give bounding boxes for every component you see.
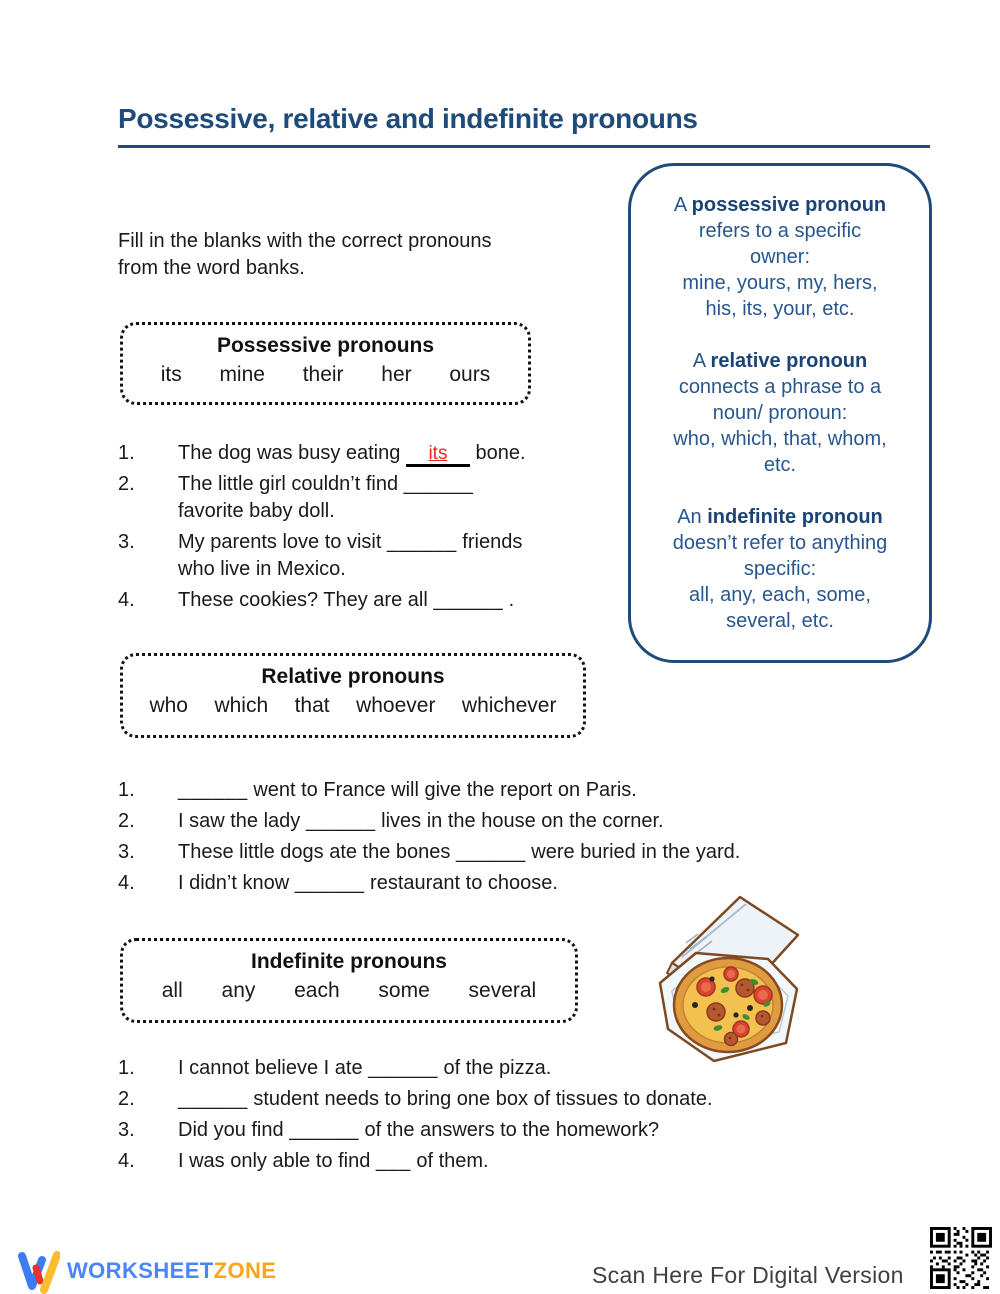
word-bank-possessive (120, 322, 531, 405)
brand-logo (18, 1248, 276, 1294)
sentence-text: were buried in the yard. (531, 841, 741, 863)
sentence-text: favorite baby doll. (178, 500, 335, 522)
item-number: 1. (118, 779, 135, 801)
sentence-text: I cannot believe I ate (178, 1057, 363, 1079)
exercise-item (118, 471, 758, 525)
term: possessive pronoun (691, 194, 887, 216)
sentence (178, 1148, 918, 1175)
bank-word: ours (449, 363, 491, 386)
word-bank-title: Relative pronouns (261, 665, 445, 688)
item-number: 2. (118, 810, 135, 832)
sentence-text: I was only able to find (178, 1150, 371, 1172)
sentence (178, 529, 758, 583)
item-number: 4. (118, 1150, 135, 1172)
article: An (677, 506, 702, 528)
scan-here-label: Scan Here For Digital Version (592, 1262, 904, 1288)
exercise-list-indefinite (118, 1055, 918, 1179)
sentence (178, 808, 938, 835)
worksheetzone-logo-icon (18, 1248, 60, 1294)
word-bank-title: Indefinite pronouns (251, 950, 447, 973)
definition-heading (643, 348, 917, 374)
sentence (178, 777, 938, 804)
bank-word: some (378, 979, 430, 1002)
brand-name-worksheet: WORKSHEET (67, 1258, 214, 1283)
exercise-item (118, 587, 758, 614)
fill-in-blank[interactable]: ______ (305, 810, 376, 832)
sentence-text: of them. (416, 1150, 489, 1172)
definition-possessive (643, 192, 917, 322)
item-number: 1. (118, 1057, 135, 1079)
instruction-line-1: Fill in the blanks with the correct pronouns (118, 230, 492, 252)
definition-line: noun/ pronoun: (712, 402, 848, 424)
sentence (178, 1055, 918, 1082)
exercise-item (118, 839, 938, 866)
sentence (178, 587, 758, 614)
exercise-item (118, 1055, 918, 1082)
sentence-text: lives in the house on the corner. (381, 810, 664, 832)
page-title: Possessive, relative and indefinite pronouns (118, 103, 698, 134)
title-underline (118, 145, 930, 148)
definition-line: mine, yours, my, hers, (682, 272, 878, 294)
exercise-item (118, 870, 938, 897)
sentence-text: student needs to bring one box of tissues to donate. (253, 1088, 713, 1110)
answer-blank[interactable] (406, 442, 470, 467)
sentence (178, 471, 758, 525)
item-number: 2. (118, 1088, 135, 1110)
sentence-text: These little dogs ate the bones (178, 841, 451, 863)
definition-line: who, which, that, whom, (673, 428, 887, 450)
exercise-item (118, 1086, 918, 1113)
item-number: 4. (118, 872, 135, 894)
item-number: 3. (118, 841, 135, 863)
bank-word: whichever (461, 694, 557, 717)
sentence-text: friends (462, 531, 523, 553)
sentence (178, 870, 938, 897)
word-bank-words (123, 363, 528, 387)
term: indefinite pronoun (707, 506, 883, 528)
sentence (178, 1086, 918, 1113)
definition-line: several, etc. (726, 610, 834, 632)
sentence-text: I didn’t know (178, 872, 290, 894)
sentence-text: My parents love to visit (178, 531, 382, 553)
brand-name (67, 1258, 276, 1284)
item-number: 1. (118, 442, 135, 464)
definition-line: refers to a specific (698, 220, 862, 242)
article: A (673, 194, 687, 216)
bank-word: several (468, 979, 537, 1002)
word-bank-words (123, 694, 583, 718)
bank-word: whoever (356, 694, 436, 717)
sentence-text: . (508, 589, 515, 611)
answer-text: its (428, 443, 448, 464)
word-bank-indefinite (120, 938, 578, 1023)
fill-in-blank[interactable]: ______ (368, 1057, 438, 1079)
exercise-item (118, 777, 938, 804)
sentence (178, 440, 758, 467)
fill-in-blank[interactable]: ______ (289, 1119, 359, 1141)
instruction-text (118, 228, 578, 282)
exercise-list-possessive (118, 440, 758, 618)
sentence (178, 839, 938, 866)
bank-word: that (294, 694, 330, 717)
sentence-text: who live in Mexico. (178, 558, 346, 580)
definition-heading (643, 192, 917, 218)
exercise-item (118, 1117, 918, 1144)
word-bank-relative (120, 653, 586, 738)
definition-line: owner: (749, 246, 811, 268)
bank-word: its (160, 363, 182, 386)
fill-in-blank[interactable]: ______ (178, 779, 248, 801)
sentence (178, 1117, 918, 1144)
bank-word: who (149, 694, 188, 717)
exercise-item (118, 1148, 918, 1175)
qr-code (930, 1226, 992, 1290)
fill-in-blank[interactable]: ______ (294, 872, 365, 894)
bank-word: all (161, 979, 183, 1002)
fill-in-blank[interactable]: ___ (375, 1150, 411, 1172)
item-number: 4. (118, 589, 135, 611)
article: A (692, 350, 705, 372)
bank-word: their (302, 363, 344, 386)
fill-in-blank[interactable]: ______ (178, 1088, 248, 1110)
fill-in-blank[interactable]: ______ (455, 841, 526, 863)
exercise-list-relative (118, 777, 938, 901)
term: relative pronoun (710, 350, 868, 372)
sentence-text: of the pizza. (443, 1057, 552, 1079)
sentence-text: went to France will give the report on Paris. (253, 779, 637, 801)
definition-line: specific: (743, 558, 817, 580)
sentence-text: I saw the lady (178, 810, 301, 832)
definition-line: all, any, each, some, (689, 584, 871, 606)
exercise-item (118, 440, 758, 467)
fill-in-blank[interactable]: ______ (386, 531, 457, 553)
sentence-text: These cookies? They are all (178, 589, 428, 611)
item-number: 3. (118, 531, 135, 553)
sentence-text: The dog was busy eating (178, 442, 401, 464)
word-bank-title: Possessive pronouns (216, 334, 435, 357)
exercise-item (118, 808, 938, 835)
pizza-box-illustration (646, 891, 806, 1067)
definition-line: connects a phrase to a (678, 376, 882, 398)
sentence-text: Did you find (178, 1119, 284, 1141)
sentence-text: The little girl couldn’t find (178, 473, 399, 495)
definition-line: etc. (763, 454, 797, 476)
bank-word: her (381, 363, 412, 386)
word-bank-words (123, 979, 575, 1003)
sentence-text: restaurant to choose. (370, 872, 558, 894)
instruction-line-2: from the word banks. (118, 257, 305, 279)
brand-name-zone: ZONE (213, 1258, 277, 1283)
sentence-text: of the answers to the homework? (364, 1119, 660, 1141)
exercise-item (118, 529, 758, 583)
definition-line: his, its, your, etc. (705, 298, 855, 320)
fill-in-blank[interactable]: ______ (403, 473, 474, 495)
item-number: 2. (118, 473, 135, 495)
fill-in-blank[interactable]: ______ (433, 589, 504, 611)
bank-word: mine (219, 363, 265, 386)
bank-word: any (221, 979, 256, 1002)
bank-word: each (294, 979, 340, 1002)
sentence-text: bone. (475, 442, 526, 464)
definition-line: doesn’t refer to anything (672, 532, 888, 554)
bank-word: which (214, 694, 269, 717)
item-number: 3. (118, 1119, 135, 1141)
